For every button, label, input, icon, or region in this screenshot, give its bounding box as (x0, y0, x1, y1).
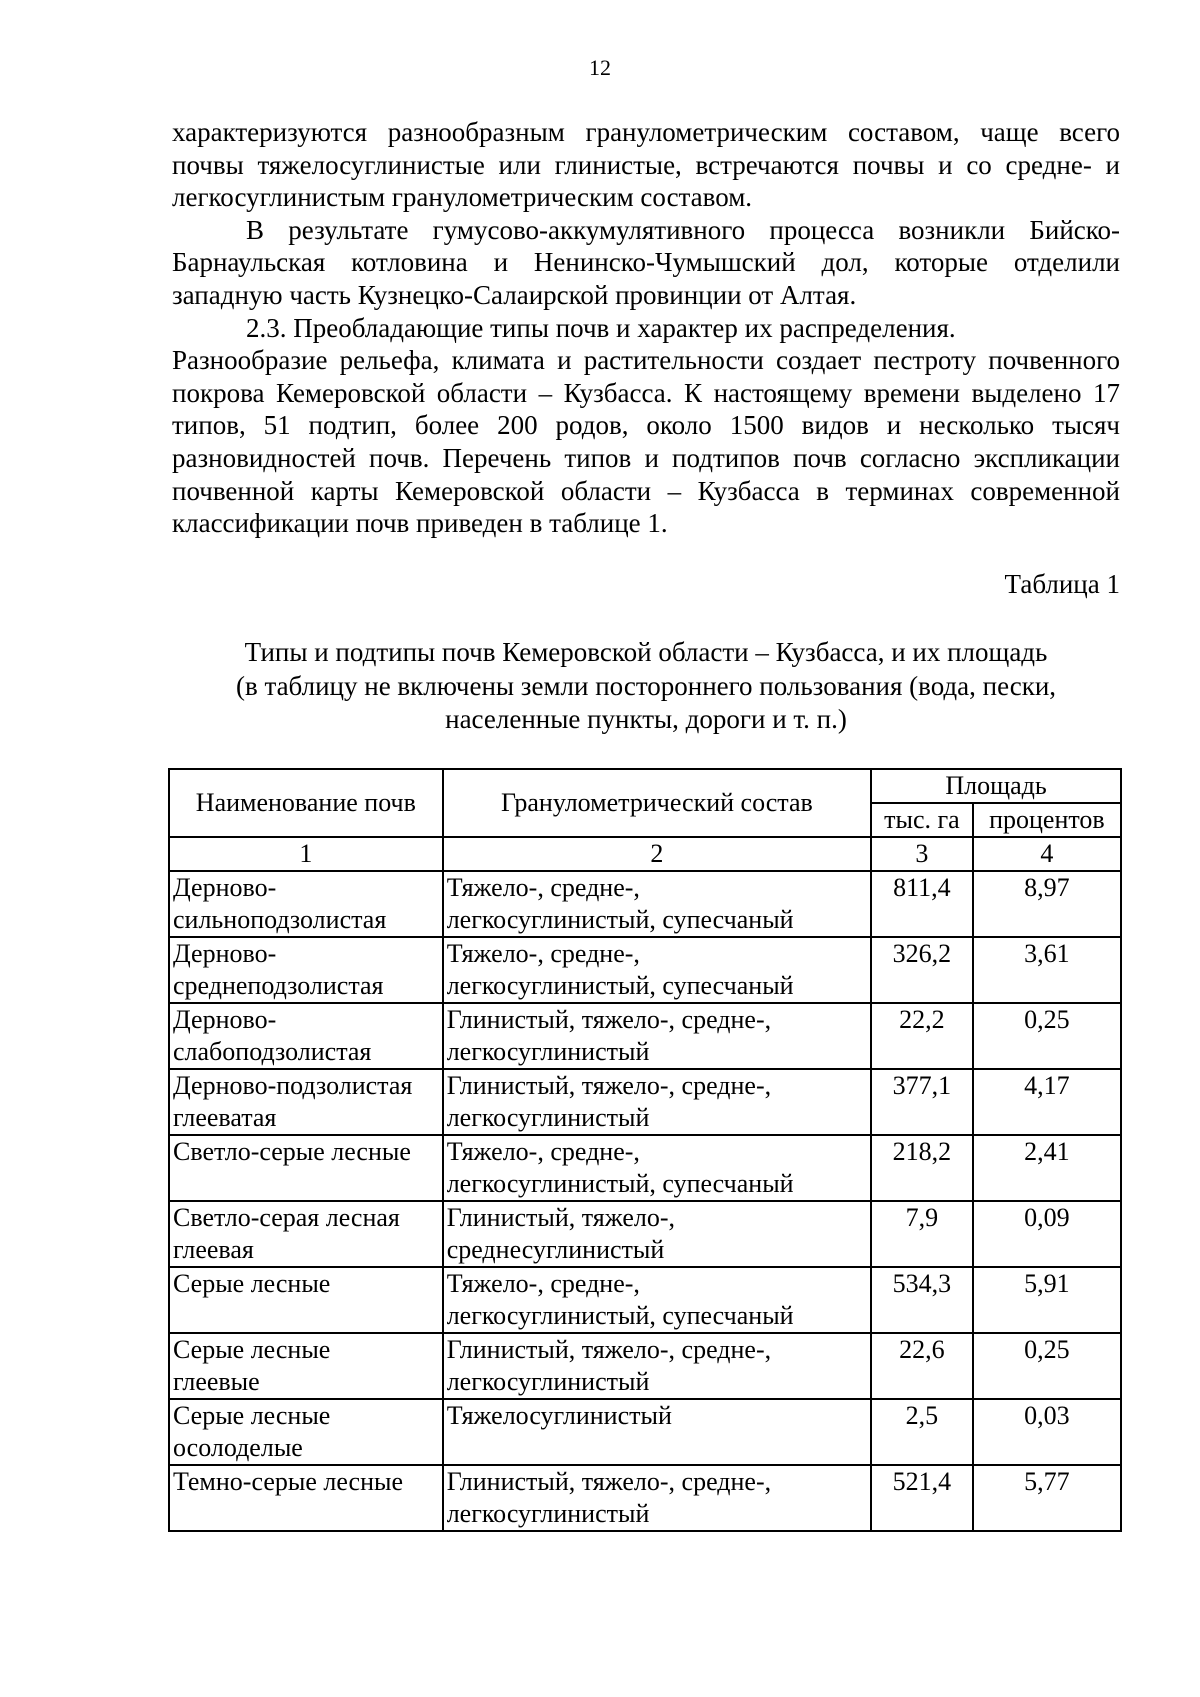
composition-cell-line: Глинистый, тяжело-, (446, 1203, 676, 1232)
area-pct-cell: 5,77 (973, 1465, 1121, 1531)
soil-name-cell-line: Серые лесные (173, 1269, 331, 1298)
soil-name-cell-line: глеевая (173, 1235, 254, 1264)
soil-name-cell-line: Светло-серые лесные (173, 1137, 411, 1166)
composition-cell-line: легкосуглинистый, супесчаный (446, 1169, 794, 1198)
soil-name-cell-line: Серые лесные (173, 1335, 331, 1364)
soil-types-table (168, 768, 1122, 1532)
soil-name-cell-line: глеевые (173, 1367, 260, 1396)
composition-cell (443, 1201, 871, 1267)
soil-name-cell-line: Темно-серые лесные (173, 1467, 403, 1496)
section-heading: 2.3. Преобладающие типы почв и характер их распределения. (246, 312, 956, 343)
area-pct-cell: 8,97 (973, 871, 1121, 937)
composition-cell (443, 1069, 871, 1135)
soil-name-cell-line: Дерново-подзолистая (173, 1071, 413, 1100)
composition-cell-line: легкосуглинистый, супесчаный (446, 905, 794, 934)
soil-name-cell-line: Светло-серая лесная (173, 1203, 400, 1232)
area-ha-cell: 521,4 (871, 1465, 973, 1531)
soil-name-cell-line: Дерново- (173, 1005, 277, 1034)
soil-name-cell (169, 1333, 443, 1399)
soil-name-cell-line: среднеподзолистая (173, 971, 384, 1000)
area-ha-cell: 326,2 (871, 937, 973, 1003)
soil-name-cell (169, 1003, 443, 1069)
composition-cell-line: Глинистый, тяжело-, средне-, (446, 1335, 772, 1364)
caption-line: населенные пункты, дороги и т. п.) (445, 704, 847, 734)
soil-name-cell-line: слабоподзолистая (173, 1037, 372, 1066)
composition-cell (443, 1399, 871, 1465)
header-area-pct: процентов (973, 803, 1121, 837)
area-pct-cell: 0,25 (973, 1333, 1121, 1399)
table-row (169, 937, 1121, 1003)
soil-name-cell (169, 937, 443, 1003)
caption-line: Типы и подтипы почв Кемеровской области – Кузбасса, и их площадь (244, 637, 1048, 667)
soil-name-cell-line: Дерново- (173, 939, 277, 968)
composition-cell-line: Глинистый, тяжело-, средне-, (446, 1467, 772, 1496)
composition-cell-line: легкосуглинистый (446, 1037, 650, 1066)
table-label: Таблица 1 (1004, 569, 1120, 599)
header-area-ha: тыс. га (871, 803, 973, 837)
table-row (169, 1465, 1121, 1531)
caption-line: (в таблицу не включены земли постороннего пользования (вода, пески, (235, 670, 1057, 701)
area-pct-cell: 5,91 (973, 1267, 1121, 1333)
soil-name-cell (169, 1267, 443, 1333)
soil-name-cell (169, 871, 443, 937)
composition-cell (443, 1333, 871, 1399)
area-ha-cell: 22,6 (871, 1333, 973, 1399)
soil-name-cell (169, 1069, 443, 1135)
header-composition: Гранулометрический состав (443, 769, 871, 837)
soil-name-cell-line: сильноподзолистая (173, 905, 387, 934)
area-pct-cell: 0,09 (973, 1201, 1121, 1267)
soil-name-cell (169, 1399, 443, 1465)
table-row (169, 1003, 1121, 1069)
soil-name-cell (169, 1201, 443, 1267)
composition-cell-line: Тяжело-, средне-, (446, 873, 640, 902)
paragraph: В результате гумусово-аккумулятивного процесса возникли Бийско-Барнаульская котловина и Ненинско-Чумышский дол, которые отделили западную часть Кузнецко-Салаирской провинции от Алтая. (172, 214, 1120, 310)
page-number: 12 (589, 55, 611, 80)
composition-cell (443, 937, 871, 1003)
table-row (169, 1399, 1121, 1465)
composition-cell (443, 871, 871, 937)
header-area: Площадь (871, 769, 1121, 803)
area-pct-cell: 3,61 (973, 937, 1121, 1003)
composition-cell-line: Глинистый, тяжело-, средне-, (446, 1071, 772, 1100)
paragraph: характеризуются разнообразным гранулометрическим составом, чаще всего почвы тяжелосуглинистые или глинистые, встречаются почвы и со средне- и легкосуглинистым гранулометрическим составом. (172, 117, 1120, 213)
area-pct-cell: 0,03 (973, 1399, 1121, 1465)
soil-name-cell (169, 1465, 443, 1531)
composition-cell (443, 1465, 871, 1531)
column-number-row (169, 837, 1121, 871)
area-ha-cell: 7,9 (871, 1201, 973, 1267)
composition-cell-line: среднесуглинистый (446, 1235, 665, 1264)
area-pct-cell: 4,17 (973, 1069, 1121, 1135)
table-row (169, 1069, 1121, 1135)
composition-cell-line: легкосуглинистый (446, 1367, 650, 1396)
soil-name-cell-line: Серые лесные (173, 1401, 331, 1430)
table-row (169, 871, 1121, 937)
table-row (169, 1201, 1121, 1267)
soil-name-cell (169, 1135, 443, 1201)
column-number: 1 (169, 837, 443, 871)
column-number: 4 (973, 837, 1121, 871)
composition-cell-line: Тяжело-, средне-, (446, 939, 640, 968)
body-text (172, 116, 1120, 540)
composition-cell-line: Тяжело-, средне-, (446, 1269, 640, 1298)
column-number: 2 (443, 837, 871, 871)
table-row (169, 1135, 1121, 1201)
composition-cell-line: легкосуглинистый, супесчаный (446, 971, 794, 1000)
table-caption (172, 636, 1120, 737)
composition-cell (443, 1267, 871, 1333)
composition-cell-line: легкосуглинистый (446, 1103, 650, 1132)
area-ha-cell: 811,4 (871, 871, 973, 937)
area-ha-cell: 2,5 (871, 1399, 973, 1465)
area-pct-cell: 2,41 (973, 1135, 1121, 1201)
header-soil-name: Наименование почв (169, 769, 443, 837)
composition-cell-line: легкосуглинистый (446, 1499, 650, 1528)
composition-cell-line: Тяжело-, средне-, (446, 1137, 640, 1166)
table-row (169, 1267, 1121, 1333)
composition-cell-line: Глинистый, тяжело-, средне-, (446, 1005, 772, 1034)
paragraph: Разнообразие рельефа, климата и растительности создает пестроту почвенного покрова Кемеровской области – Кузбасса. К настоящему времени выделено 17 типов, 51 подтип, более 200 родов, около 1500 видов и несколько тысяч разновидностей почв. Перечень типов и подтипов почв согласно экспликации почвенной карты Кемеровской области – Кузбасса в терминах современной классификации почв приведен в таблице 1. (172, 345, 1120, 539)
soil-name-cell-line: Дерново- (173, 873, 277, 902)
column-number: 3 (871, 837, 973, 871)
soil-name-cell-line: осолоделые (173, 1433, 303, 1462)
area-ha-cell: 377,1 (871, 1069, 973, 1135)
composition-cell (443, 1003, 871, 1069)
area-ha-cell: 218,2 (871, 1135, 973, 1201)
area-pct-cell: 0,25 (973, 1003, 1121, 1069)
table-row (169, 1333, 1121, 1399)
area-ha-cell: 534,3 (871, 1267, 973, 1333)
area-ha-cell: 22,2 (871, 1003, 973, 1069)
composition-cell-line: легкосуглинистый, супесчаный (446, 1301, 794, 1330)
composition-cell (443, 1135, 871, 1201)
composition-cell-line: Тяжелосуглинистый (446, 1401, 672, 1430)
soil-name-cell-line: глееватая (173, 1103, 277, 1132)
